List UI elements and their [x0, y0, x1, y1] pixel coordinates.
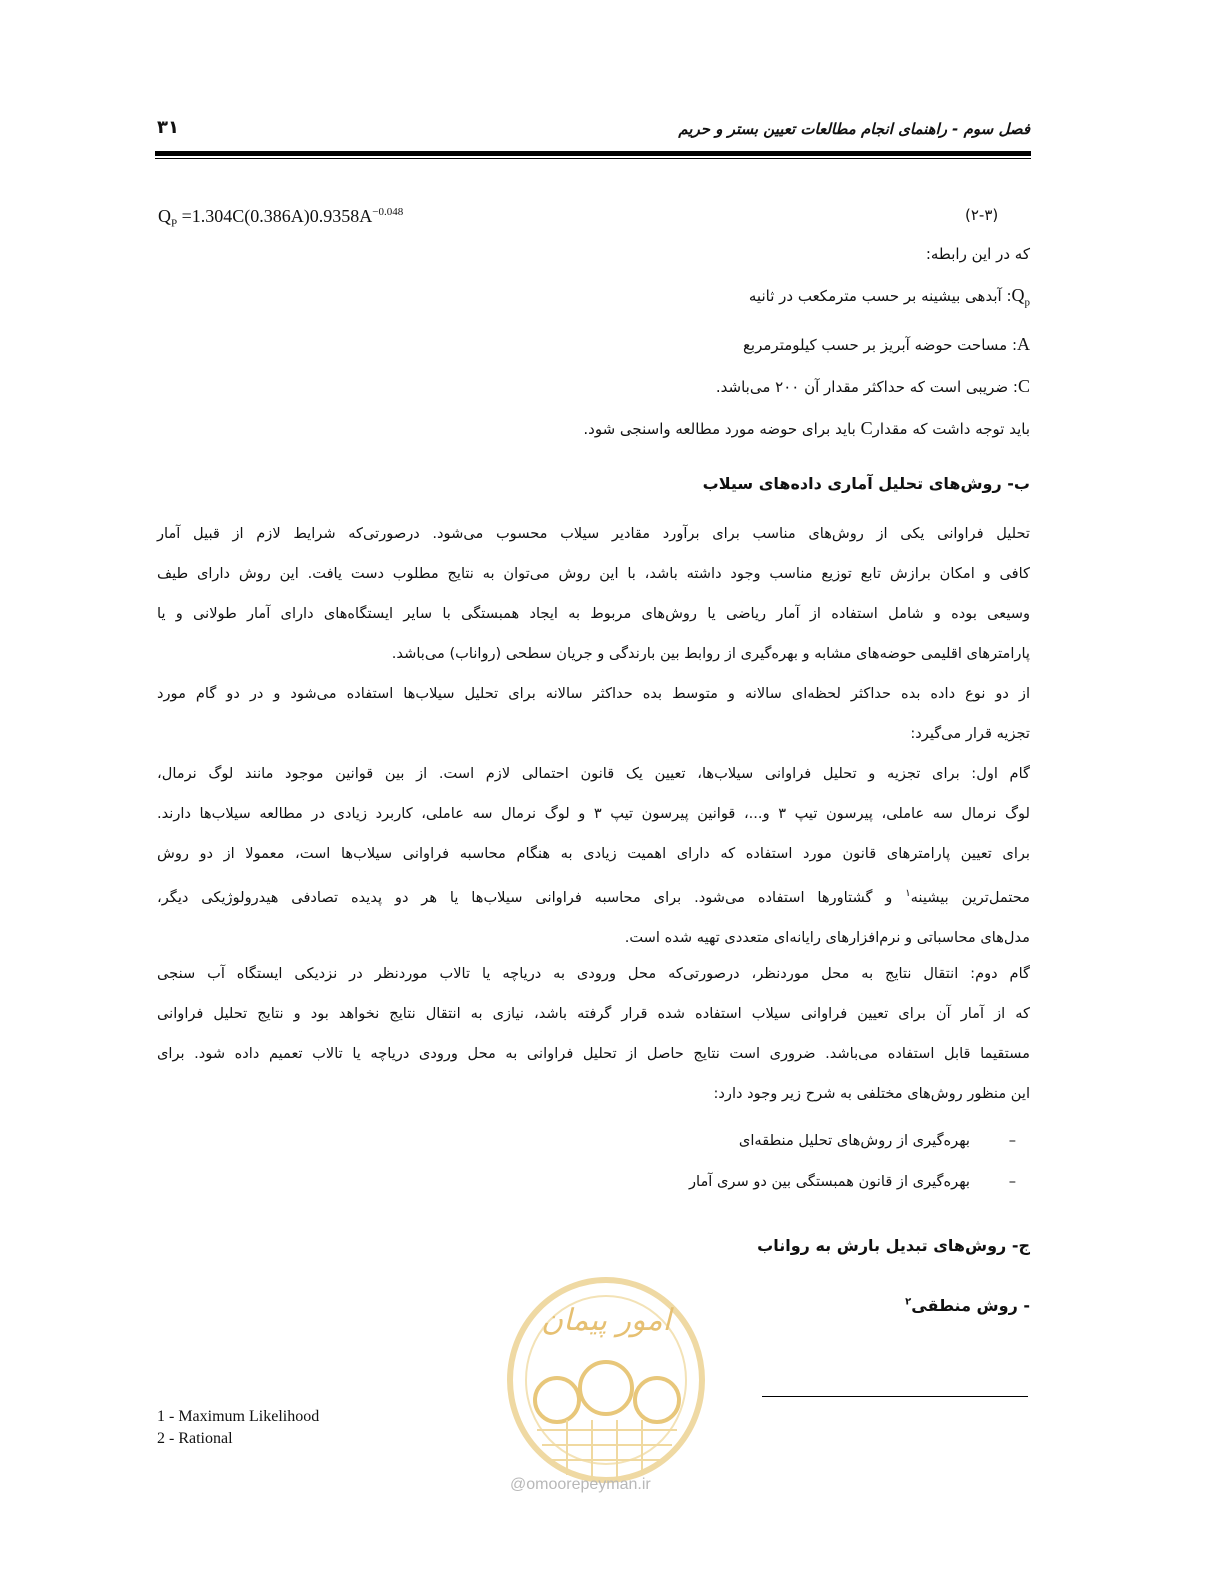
section-b-paragraph-1 [157, 514, 1030, 674]
definition-a: A: مساحت حوضه آبریز بر حسب کیلومترمربع [742, 333, 1030, 354]
footnote-ref-2: ۲ [905, 1296, 912, 1308]
equation-lhs: Q [158, 206, 171, 226]
section-b-paragraph-3 [157, 754, 1030, 958]
paragraph-line: مدل‌های محاسباتی و نرم‌افزارهای رایانه‌ای متعددی تهیه شده است. [624, 928, 1030, 946]
definition-c-symbol: C [1017, 375, 1030, 396]
bullet-dash: – [1008, 1173, 1016, 1190]
watermark-logo-text: امور پیمان [541, 1303, 671, 1338]
bullet-item: – بهره‌گیری از روش‌های تحلیل منطقه‌ای [738, 1132, 1016, 1149]
paragraph-line: که از آمار آن برای تعیین فراوانی سیلاب استفاده شده قرار گرفته باشد، نیازی به انتقال نتایج نخواهد بود و نتایج تحلیل فراوانی [157, 1005, 1030, 1022]
definitions-intro: که در این رابطه: [925, 245, 1030, 263]
equation-rhs: =1.304C(0.386A)0.9358A [177, 206, 373, 226]
watermark-logo [497, 1270, 715, 1500]
paragraph-line: از دو نوع داده بده حداکثر لحظه‌ای سالانه و متوسط بده حداکثر سالانه برای تحلیل سیلاب‌ها استفاده می‌شود و در دو گام مورد [157, 685, 1030, 702]
footnote-separator [762, 1396, 1028, 1397]
equation [158, 206, 403, 230]
paragraph-line: برای تعیین پارامترهای قانون مورد استفاده که دارای اهمیت زیادی به هنگام محاسبه فراوانی سیلاب‌ها است، معمولا از دو روش [157, 845, 1030, 862]
paragraph-line: گام اول: برای تجزیه و تحلیل فراوانی سیلاب‌ها، تعیین یک قانون احتمالی لازم است. از بین قوانین موجود مانند لوگ نرمال، [157, 765, 1030, 782]
paragraph-line: پارامترهای اقلیمی حوضه‌های مشابه و بهره‌گیری از روابط بین بارندگی و جریان سطحی (رواناب) می‌باشد. [391, 645, 1030, 662]
paragraph-line: این منظور روش‌های مختلفی به شرح زیر وجود دارد: [713, 1085, 1030, 1102]
equation-exponent: −0.048 [372, 206, 404, 218]
running-header-title: فصل سوم - راهنمای انجام مطالعات تعیین بستر و حریم [678, 120, 1030, 138]
section-b-heading: ب- روش‌های تحلیل آماری داده‌های سیلاب [702, 474, 1030, 493]
bullet-item: – بهره‌گیری از قانون همبستگی بین دو سری آمار [688, 1173, 1016, 1190]
calibration-note: باید توجه داشت که مقدارC باید برای حوضه مورد مطالعه واسنجی شود. [583, 417, 1030, 438]
definition-q-symbol: $Q_p$ [1011, 285, 1030, 309]
page-number: ۳۱ [157, 117, 179, 138]
section-c-subheading: - روش منطقی$^۲$ [905, 1296, 1030, 1315]
definition-c: C: ضریبی است که حداکثر مقدار آن ۲۰۰ می‌باشد. [715, 375, 1030, 396]
paragraph-line: وسیعی بوده و شامل استفاده از آمار ریاضی یا روش‌های مربوط به ایجاد همبستگی با سایر ایستگاه‌های دارای آمار طولانی و یا [157, 605, 1030, 622]
bullet-dash: – [1008, 1132, 1016, 1149]
paragraph-line: گام دوم: انتقال نتایج به محل موردنظر، درصورتی‌که محل ورودی به دریاچه یا تالاب موردنظر در نزدیکی ایستگاه آب سنجی [157, 965, 1030, 982]
definitions-block [583, 234, 1030, 450]
definition-q: $Q_p$: آبدهی بیشینه بر حسب مترمکعب در ثانیه [748, 285, 1030, 309]
header-rule-thick [155, 151, 1031, 156]
section-b-paragraph-2 [157, 674, 1030, 754]
equation-lhs-sub: P [171, 217, 178, 230]
footnote-ref-1: ۱ [905, 888, 911, 899]
paragraph-line: مستقیما قابل استفاده می‌باشد. ضروری است نتایج حاصل از تحلیل فراوانی به محل ورودی دریاچه یا تالاب تعمیم داده شود. برای [157, 1045, 1030, 1062]
section-b-paragraph-4 [157, 954, 1030, 1114]
equation-number: (۲-۳) [965, 206, 999, 224]
paragraph-line: تحلیل فراوانی یکی از روش‌های مناسب برای برآورد مقادیر سیلاب محسوب می‌شود. درصورتی‌که شرایط لازم از قبیل آمار [157, 525, 1030, 542]
watermark-text: @omoorepeyman.ir [510, 1476, 651, 1493]
header-rule-thin [155, 158, 1031, 159]
footnote-2: 2 - Rational [157, 1430, 233, 1447]
footnotes [157, 1406, 319, 1450]
paragraph-line: کافی و امکان برازش تابع توزیع مناسب وجود داشته باشد، با این روش می‌توان به نتایج مطلوب دست یافت. این روش دارای طیف [157, 565, 1030, 582]
paragraph-line: محتمل‌ترین بیشینه$^۱$ و گشتاورها استفاده می‌شود. برای محاسبه فراوانی سیلاب‌ها یا هر دو پدیده تصادفی هیدرولوژیکی دیگر، [157, 888, 1030, 906]
paragraph-line: تجزیه قرار می‌گیرد: [910, 725, 1030, 742]
section-c-heading: ج- روش‌های تبدیل بارش به رواناب [757, 1236, 1030, 1255]
paragraph-line: لوگ نرمال سه عاملی، پیرسون تیپ ۳ و...، قوانین پیرسون تیپ ۳ و لوگ نرمال سه عاملی، کاربرد زیادی در مطالعه سیلاب‌ها دارند. [157, 805, 1031, 822]
footnote-1: 1 - Maximum Likelihood [157, 1408, 320, 1425]
definition-a-symbol: A [1017, 333, 1030, 354]
